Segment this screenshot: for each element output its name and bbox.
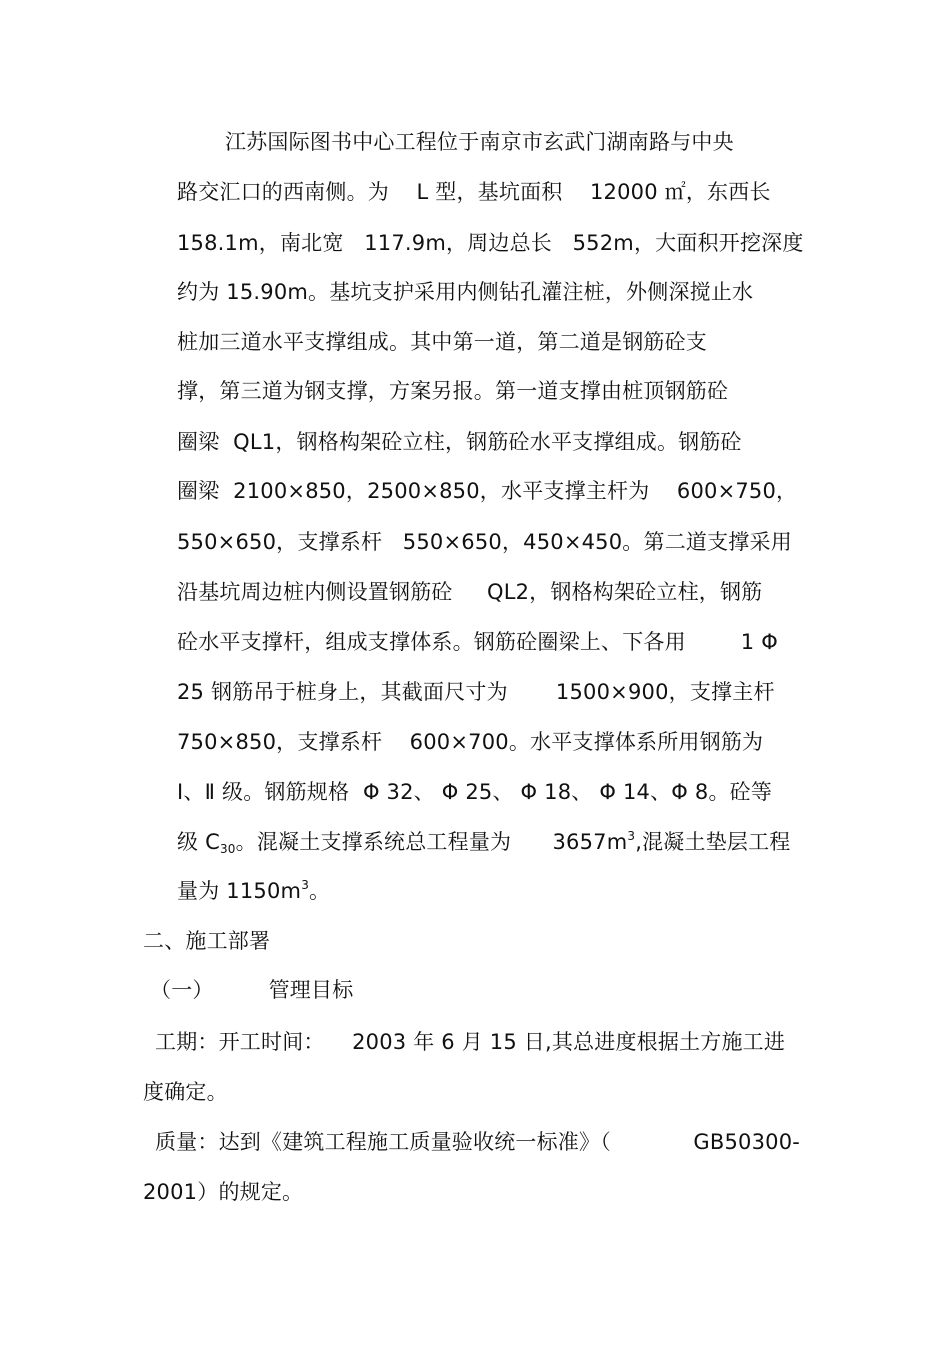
paragraph-line: 750×850，支撑系杆 600×700。水平支撑体系所用钢筋为 [177, 730, 764, 754]
subsection-heading: （一） 管理目标 [150, 978, 354, 1002]
paragraph-line: Ⅰ、Ⅱ 级。钢筋规格 Φ 32、 Φ 25、 Φ 18、 Φ 14、Φ 8。砼等 [177, 780, 773, 804]
superscript: 3 [627, 829, 636, 843]
paragraph-line: 550×650，支撑系杆 550×650，450×450。第二道支撑采用 [177, 530, 792, 554]
schedule-line: 度确定。 [143, 1080, 228, 1104]
text-run: 量为 1150m [177, 879, 302, 903]
text-run: 。混凝土支撑系统总工程量为 3657m [235, 830, 628, 854]
paragraph-line: 撑，第三道为钢支撑，方案另报。第一道支撑由桩顶钢筋砼 [177, 379, 729, 403]
quality-line: 质量：达到《建筑工程施工质量验收统一标准》（ GB50300- [155, 1130, 801, 1154]
subscript: 30 [219, 842, 236, 856]
section-heading: 二、施工部署 [143, 929, 271, 953]
schedule-line: 工期：开工时间： 2003 年 6 月 15 日,其总进度根据土方施工进 [155, 1030, 786, 1054]
quality-line: 2001）的规定。 [143, 1180, 304, 1204]
paragraph-line: 沿基坑周边桩内侧设置钢筋砼 QL2，钢格构架砼立柱，钢筋 [177, 580, 763, 604]
paragraph-line: 约为 15.90m。基坑支护采用内侧钻孔灌注桩，外侧深搅止水 [177, 280, 754, 304]
paragraph-line: 25 钢筋吊于桩身上，其截面尺寸为 1500×900，支撑主杆 [177, 680, 775, 704]
paragraph-line: 桩加三道水平支撑组成。其中第一道，第二道是钢筋砼支 [177, 330, 707, 354]
paragraph-line: 路交汇口的西南侧。为 L 型，基坑面积 12000 ㎡，东西长 [177, 180, 771, 204]
paragraph-line: 砼水平支撑杆，组成支撑体系。钢筋砼圈梁上、下各用 1 Φ [177, 630, 778, 654]
superscript: 3 [301, 878, 310, 892]
paragraph-line: 圈梁 QL1，钢格构架砼立柱，钢筋砼水平支撑组成。钢筋砼 [177, 430, 742, 454]
paragraph-line: 158.1m，南北宽 117.9m，周边总长 552m，大面积开挖深度 [177, 231, 804, 255]
text-run: ,混凝土垫层工程 [635, 830, 791, 854]
text-run: 级 C [177, 830, 220, 854]
paragraph-line [177, 828, 791, 856]
paragraph-line: 江苏国际图书中心工程位于南京市玄武门湖南路与中央 [225, 130, 734, 154]
paragraph-line: 圈梁 2100×850，2500×850，水平支撑主杆为 600×750， [177, 479, 798, 503]
text-run: 。 [309, 879, 331, 903]
paragraph-line [177, 877, 330, 905]
